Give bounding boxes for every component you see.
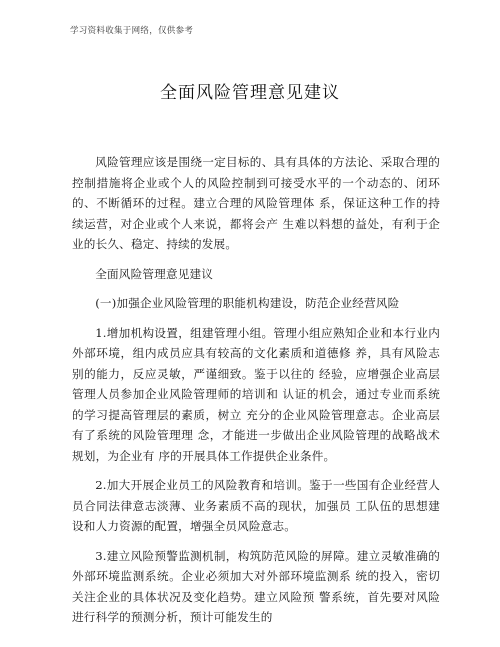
point-2-paragraph: 2.加大开展企业员工的风险教育和培训。鉴于一些国有企业经营人员合同法律意志淡薄、业务素质不高的现状，加强员 工队伍的思想建设和人力资源的配置，增强全员风险意志。: [72, 478, 440, 533]
intro-paragraph: 风险管理应该是围绕一定目标的、具有具体的方法论、采取合理的控制措施将企业或个人的风险控制到可接受水平的一个动态的、闭环的、不断循环的过程。建立合理的风险管理体 系，保证这种工作的持续运营，对企业或个人来说，都将会产 生难以料想的益处，有利于企业的长久、稳定、持续的发展。: [72, 155, 440, 251]
header-note: 学习资料收集于网络，仅供参考: [70, 26, 194, 36]
document-body: [72, 152, 440, 628]
point-3-paragraph: 3.建立风险预警监测机制，构筑防范风险的屏障。建立灵敏准确的外部环境监测系统。企业必须加大对外部环境监测系 统的投入，密切关注企业的具体状况及变化趋势。建立风险预 警系统，首先要对风险进行科学的预测分析，预计可能发生的: [72, 548, 440, 624]
section-heading: 全面风险管理意见建议: [95, 266, 214, 281]
subsection-heading: (一)加强企业风险管理的职能机构建设，防范企业经营风险: [95, 296, 400, 310]
document-title: 全面风险管理意见建议: [160, 83, 340, 103]
point-1-paragraph: 1.增加机构设置，组建管理小组。管理小组应熟知企业和本行业内外部环境，组内成员应具有较高的文化素质和道德修 养，具有风险志别的能力，反应灵敏，严谨细致。鉴于以往的 经验，应增强企业高层管理人员参加企业风险管理师的培训和 认证的机会，通过专业而系统的学习提高管理层的素质，树立 充分的企业风险管理意志。企业高层有了系统的风险管理理 念，才能进一步做出企业风险管理的战略战术规划，为企业有 序的开展具体工作提供企业条件。: [72, 325, 440, 463]
